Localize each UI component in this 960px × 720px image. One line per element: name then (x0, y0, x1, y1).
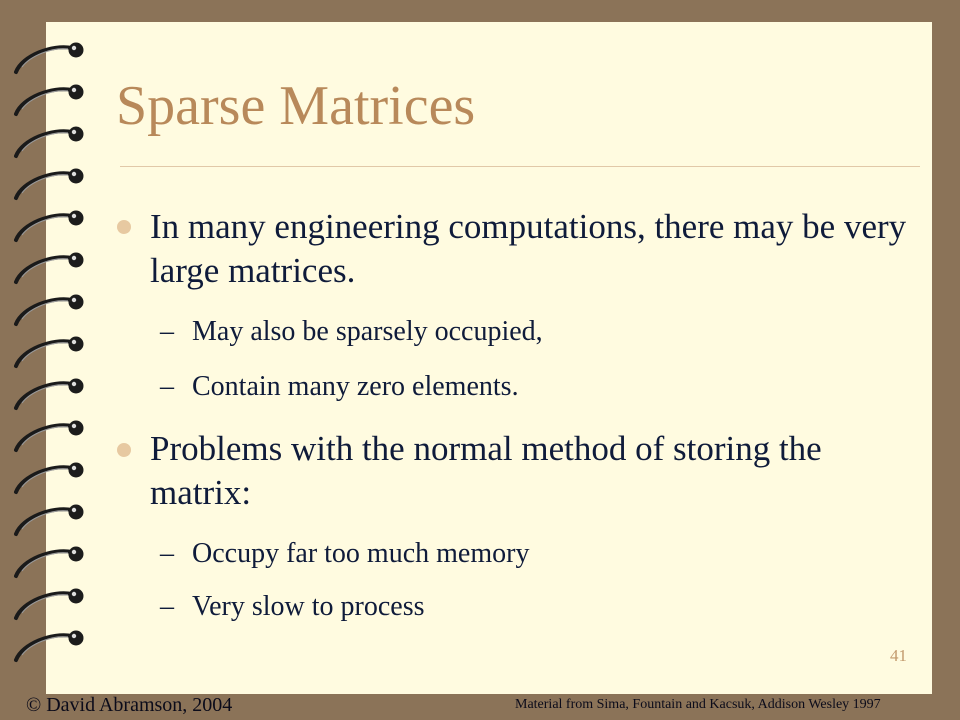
copyright-text: © David Abramson, 2004 (26, 694, 233, 716)
dash: – (160, 316, 174, 347)
credit-text: Material from Sima, Fountain and Kacsuk, Addison Wesley 1997 (515, 697, 881, 712)
spiral-binding (0, 0, 110, 720)
spiral-ring (16, 547, 84, 577)
title-divider (120, 166, 920, 167)
slide-title: Sparse Matrices (116, 75, 476, 137)
spiral-ring (16, 463, 84, 493)
dash: – (160, 591, 174, 622)
spiral-ring (16, 589, 84, 619)
sub-item-text: Contain many zero elements. (192, 371, 519, 402)
bullet-marker (117, 443, 131, 457)
dash: – (160, 538, 174, 569)
sub-item (160, 373, 519, 401)
spiral-ring (16, 253, 84, 283)
spiral-ring (16, 505, 84, 535)
spiral-ring (16, 379, 84, 409)
spiral-ring (16, 337, 84, 367)
sub-item (160, 540, 529, 568)
bullet-text: In many engineering computations, there may be very large matrices. (150, 207, 907, 290)
sub-item-text: Occupy far too much memory (192, 538, 530, 569)
sub-item-text: May also be sparsely occupied, (192, 316, 543, 347)
sub-item-text: Very slow to process (192, 591, 425, 622)
bullet-marker (117, 220, 131, 234)
spiral-ring (16, 211, 84, 241)
spiral-ring (16, 169, 84, 199)
spiral-ring (16, 127, 84, 157)
spiral-ring (16, 43, 84, 73)
sub-item (160, 593, 425, 621)
bullet-text: Problems with the normal method of storing the matrix: (150, 429, 822, 512)
dash: – (160, 371, 174, 402)
sub-item (160, 318, 543, 346)
spiral-ring (16, 421, 84, 451)
page-number: 41 (890, 646, 907, 665)
spiral-ring (16, 295, 84, 325)
spiral-ring (16, 85, 84, 115)
spiral-ring (16, 631, 84, 661)
